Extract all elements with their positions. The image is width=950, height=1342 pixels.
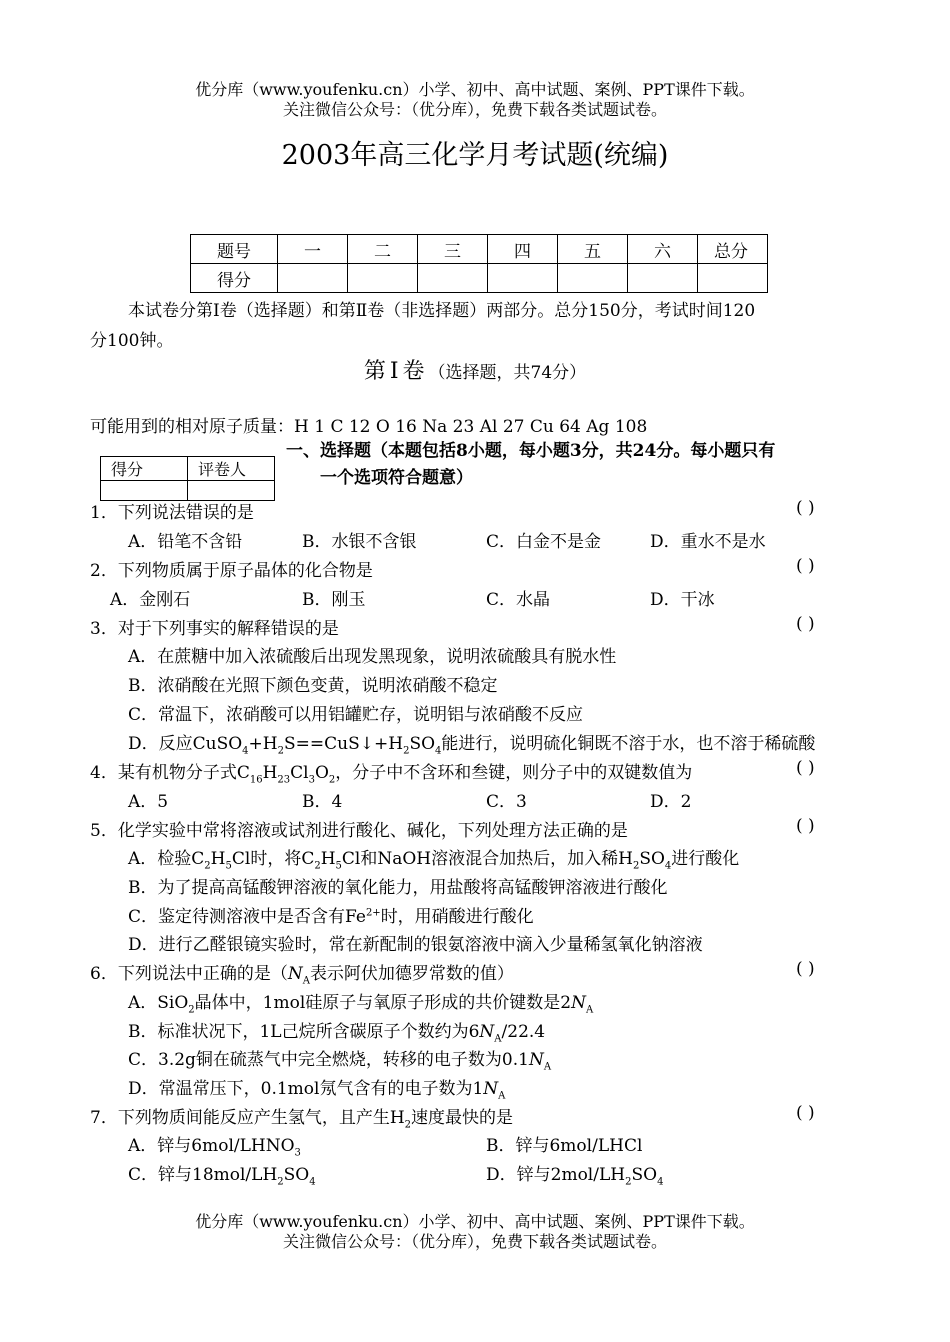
subscript: 23 [277,774,291,786]
option[interactable]: B．浓硝酸在光照下颜色变黄，说明浓硝酸不稳定 [128,676,498,696]
score-table-row-score [191,264,768,293]
score-table-row-header [191,235,768,264]
score-cell[interactable] [278,264,348,293]
subscript: 2 [328,774,336,786]
stem-text: ，分子中不含环和叁键，则分子中的双键数值为 [335,763,693,783]
subscript: 2 [625,1176,632,1188]
option-text: S==CuS↓+H [284,734,404,754]
subscript: 4 [435,745,442,757]
score-cell[interactable] [418,264,488,293]
subscript: 4 [664,860,672,872]
score-cell[interactable] [348,264,418,293]
footer-line-1: 优分库（www.youfenku.cn）小学、初中、高中试题、案例、PPT课件下载。 [195,1212,755,1231]
grader-cell: 得分 [101,457,188,481]
subscript: 4 [309,1176,316,1188]
option[interactable]: B．刚玉 [302,590,366,610]
option-text: N [528,1050,544,1070]
stem-text: N [287,964,303,984]
subscript: 4 [657,1176,664,1188]
answer-blank[interactable]: ( ) [796,758,815,778]
option[interactable] [128,1045,551,1072]
question-6-stem [90,959,514,986]
subscript: 2 [314,860,321,872]
answer-blank[interactable]: ( ) [796,816,815,836]
stem-text: 6．下列说法中正确的是（ [90,964,288,984]
option-text: +H [248,734,278,754]
stem-text: 4．某有机物分子式C [90,763,250,783]
option[interactable] [128,1017,545,1044]
option-text: Cl和NaOH溶液混合加热后，加入稀H [341,849,633,869]
stem-text: 7．下列物质间能反应产生氢气，且产生H [90,1108,405,1128]
stem-text: 表示阿伏加德罗常数的值） [309,964,514,984]
score-cell[interactable] [488,264,558,293]
subscript: 5 [335,860,342,872]
stem-text: O [314,763,329,783]
volume-note: （选择题，共74分） [428,363,587,383]
subscript: A [302,975,310,987]
option-text: D．锌与2mol/LH [486,1165,626,1185]
option[interactable] [128,1074,505,1101]
subscript: 3 [308,774,315,786]
question-5-stem: 5．化学实验中常将溶液或试剂进行酸化、碱化，下列处理方法正确的是 [90,821,628,841]
option-text: A．检验C [128,849,205,869]
option-text: 进行酸化 [671,849,740,869]
option[interactable] [128,1131,301,1158]
header-line-2: 关注微信公众号：（优分库），免费下载各类试题试卷。 [282,100,667,119]
subscript: 2 [404,1119,412,1131]
option[interactable]: B．4 [302,792,343,812]
option[interactable]: C．常温下，浓硝酸可以用铝罐贮存，说明铝与浓硝酸不反应 [128,705,584,725]
option-text: SO [631,1165,658,1185]
intro-line-2: 分100钟。 [90,331,174,351]
atomic-masses: 可能用到的相对原子质量：H 1 C 12 O 16 Na 23 Al 27 Cu 64 Ag 108 [90,417,648,437]
volume-heading [0,354,950,385]
option[interactable]: B．水银不含银 [302,532,417,552]
score-cell: 五 [558,235,628,264]
section-heading-1: 一、选择题（本题包括8小题，每小题3分，共24分。每小题只有 [286,441,776,461]
subscript: A [543,1061,552,1073]
score-cell: 三 [418,235,488,264]
option[interactable]: A．在蔗糖中加入浓硫酸后出现发黑现象，说明浓硫酸具有脱水性 [128,647,617,667]
option-text: D．反应CuSO [128,734,243,754]
option-text: D．常温常压下，0.1mol氖气含有的电子数为1 [128,1079,484,1099]
subscript: 16 [249,774,263,786]
subscript: 2 [277,745,284,757]
option[interactable]: D．2 [650,792,692,812]
option[interactable]: A．铅笔不含铅 [128,532,243,552]
score-cell: 二 [348,235,418,264]
answer-blank[interactable]: ( ) [796,556,815,576]
option[interactable]: C．3 [486,792,527,812]
option[interactable]: A．5 [128,792,169,812]
subscript: 3 [294,1147,301,1159]
option[interactable] [128,729,815,756]
header-line-1: 优分库（www.youfenku.cn）小学、初中、高中试题、案例、PPT课件下载。 [195,80,755,99]
option-text: A．SiO [128,993,189,1013]
option[interactable]: C．白金不是金 [486,532,602,552]
score-cell: 得分 [191,264,278,293]
score-cell: 一 [278,235,348,264]
question-7-stem [90,1103,513,1130]
question-4-stem [90,758,692,785]
option-text: SO [409,734,436,754]
subscript: 2 [403,745,410,757]
option[interactable] [128,902,534,927]
subscript: 5 [225,860,232,872]
option-text: C．锌与18mol/LH [128,1165,278,1185]
option-text: SO [283,1165,310,1185]
option-text: SO [639,849,665,869]
subscript: A [498,1090,506,1102]
option[interactable] [128,988,593,1015]
subscript: 2 [277,1176,284,1188]
option-text: C．3.2g铜在硫蒸气中完全燃烧，转移的电子数为0.1 [128,1050,529,1070]
score-cell: 四 [488,235,558,264]
option-text: A．锌与6mol/LHNO [128,1136,295,1156]
option-text: H [210,849,226,869]
question-1-stem: 1．下列说法错误的是 [90,503,254,523]
option-text: B．标准状况下，1L己烷所含碳原子个数约为6 [128,1022,480,1042]
option[interactable]: A．金刚石 [110,590,191,610]
answer-blank[interactable]: ( ) [796,498,815,518]
option[interactable]: B．为了提高高锰酸钾溶液的氧化能力，用盐酸将高锰酸钾溶液进行酸化 [128,878,668,898]
subscript: 2 [204,860,211,872]
option[interactable]: C．水晶 [486,590,551,610]
footer-line-2: 关注微信公众号：（优分库），免费下载各类试题试卷。 [282,1232,667,1251]
option-text: 时，用硝酸进行酸化 [380,907,534,927]
section-heading-2: 一个选项符合题意） [320,468,473,488]
stem-text: H [262,763,278,783]
score-cell[interactable] [628,264,698,293]
score-cell: 总分 [698,235,768,264]
option-text: C．鉴定待测溶液中是否含有Fe [128,907,366,927]
stem-text: 速度最快的是 [411,1108,514,1128]
score-cell[interactable] [698,264,768,293]
volume-label: 第Ⅰ卷 [363,359,429,384]
option-text: N [483,1079,499,1099]
answer-blank[interactable]: ( ) [796,959,815,979]
answer-blank[interactable]: ( ) [796,614,815,634]
option[interactable] [486,1160,663,1187]
option[interactable] [128,1160,316,1187]
option[interactable]: B．锌与6mol/LHCl [486,1136,643,1156]
option[interactable]: D．干冰 [650,590,715,610]
grader-table [100,456,275,501]
subscript: 2 [632,860,640,872]
option-text: 能进行，说明硫化铜既不溶于水，也不溶于稀硫酸 [441,734,816,754]
page-title: 2003年高三化学月考试题(统编) [281,140,669,171]
option-text: N [571,993,586,1013]
grader-cell: 评卷人 [188,457,275,481]
option-text: 晶体中，1mol硅原子与氧原子形成的共价键数是2 [194,993,572,1013]
subscript: 2 [188,1004,195,1016]
score-table [190,234,768,293]
stem-text: Cl [290,763,309,783]
subscript: A [494,1033,502,1045]
score-cell[interactable] [558,264,628,293]
subscript: 4 [242,745,249,757]
superscript: 2+ [365,907,381,919]
option-text: Cl时，将C [231,849,315,869]
answer-blank[interactable]: ( ) [796,1103,815,1123]
question-2-stem: 2．下列物质属于原子晶体的化合物是 [90,561,373,581]
option-text: /22.4 [501,1022,546,1042]
option[interactable] [128,844,739,871]
question-3-stem: 3．对于下列事实的解释错误的是 [90,619,339,639]
option-text: H [320,849,336,869]
subscript: A [585,1004,594,1016]
intro-line-1: 本试卷分第Ⅰ卷（选择题）和第Ⅱ卷（非选择题）两部分。总分150分，考试时间120 [128,301,756,321]
option[interactable]: D．进行乙醛银镜实验时，常在新配制的银氨溶液中滴入少量稀氢氧化钠溶液 [128,935,703,955]
score-cell: 六 [628,235,698,264]
option[interactable]: D．重水不是水 [650,532,766,552]
score-cell: 题号 [191,235,278,264]
option-text: N [479,1022,495,1042]
